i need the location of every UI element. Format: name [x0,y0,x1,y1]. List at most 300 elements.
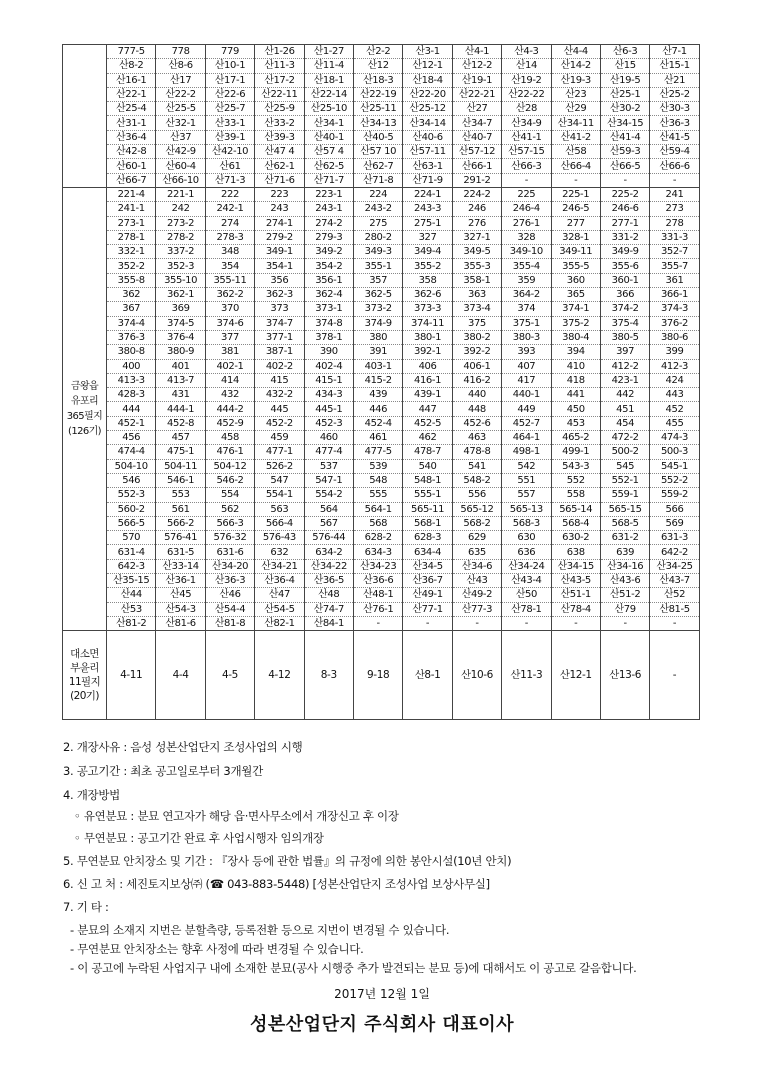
parcel-cell: 504-10 [107,459,156,473]
parcel-cell: 산19-2 [502,73,551,87]
parcel-cell: 352-3 [156,259,205,273]
parcel-cell: 산30-3 [650,102,699,116]
parcel-cell: 산3-1 [403,45,452,59]
parcel-cell: 242 [156,202,205,216]
parcel-cell: 274 [205,216,254,230]
parcel-cell: 산12 [353,59,402,73]
table-row [63,130,700,144]
parcel-cell: 452 [650,402,699,416]
parcel-cell: 548 [353,473,402,487]
parcel-cell: 474-3 [650,431,699,445]
parcel-cell: 403-1 [353,359,402,373]
table-row [63,459,700,473]
parcel-cell: 567 [304,516,353,530]
parcel-cell: 630 [502,531,551,545]
parcel-cell: 568-5 [600,516,649,530]
parcel-cell: 560-2 [107,502,156,516]
parcel-cell: 274-1 [255,216,304,230]
parcel-cell: 355-3 [452,259,501,273]
parcel-cell: 639 [600,545,649,559]
parcel-cell: 462 [403,431,452,445]
parcel-cell: 349-2 [304,245,353,259]
parcel-cell: 산36-3 [650,116,699,130]
parcel-cell: 452-2 [255,416,304,430]
parcel-cell: 459 [255,431,304,445]
parcel-cell: 산33-1 [205,116,254,130]
parcel-cell: 561 [156,502,205,516]
parcel-cell: 546-2 [205,473,254,487]
parcel-cell: 349-11 [551,245,600,259]
parcel-cell: 380-6 [650,330,699,344]
table-row [63,73,700,87]
parcel-cell: 375-1 [502,316,551,330]
parcel-cell: 628-3 [403,531,452,545]
parcel-cell: 634-4 [403,545,452,559]
parcel-cell: 산43-5 [551,573,600,587]
parcel-cell: 362-2 [205,288,254,302]
parcel-cell: 378-1 [304,330,353,344]
region-label-line: (126기) [68,426,101,438]
parcel-cell: 555-1 [403,488,452,502]
parcel-cell: 504-12 [205,459,254,473]
storage-line: 5. 무연분묘 안치장소 및 기간 : 『장사 등에 관한 법률』의 규정에 의한 봉안시설(10년 안치) [63,854,512,868]
parcel-cell: 392-1 [403,345,452,359]
parcel-cell: 359 [502,273,551,287]
parcel-cell: 산1-27 [304,45,353,59]
parcel-cell: 산12-1 [403,59,452,73]
parcel-cell: 산19-5 [600,73,649,87]
parcel-cell: 630-2 [551,531,600,545]
parcel-cell: 474-4 [107,445,156,459]
parcel-cell: 산15 [600,59,649,73]
parcel-cell: - [502,616,551,630]
parcel-cell: 556 [452,488,501,502]
parcel-cell: 568 [353,516,402,530]
parcel-cell: 349-5 [452,245,501,259]
table-row [63,502,700,516]
parcel-cell: 산66-1 [452,159,501,173]
parcel-cell: 산22-11 [255,87,304,101]
parcel-cell: 566-3 [205,516,254,530]
parcel-cell: 산63-1 [403,159,452,173]
table-row [63,87,700,101]
parcel-cell: 산42-9 [156,145,205,159]
parcel-cell: 452-5 [403,416,452,430]
parcel-cell: 349-1 [255,245,304,259]
parcel-cell: 380-2 [452,330,501,344]
parcel-cell: 357 [353,273,402,287]
parcel-cell: 374-3 [650,302,699,316]
parcel-cell: 539 [353,459,402,473]
parcel-cell: 443 [650,388,699,402]
table-row [63,616,700,630]
parcel-cell: 638 [551,545,600,559]
table-row [63,302,700,316]
parcel-cell: 산12-1 [551,631,600,720]
region-label-line: 유포리 [70,396,99,408]
parcel-cell: 224-1 [403,187,452,201]
parcel-cell: 551 [502,473,551,487]
parcel-cell: 산19-3 [551,73,600,87]
parcel-cell: 576-43 [255,531,304,545]
parcel-cell: 439 [353,388,402,402]
parcel-cell: 554-2 [304,488,353,502]
parcel-cell: 산25-2 [650,87,699,101]
parcel-cell: 산54-3 [156,602,205,616]
parcel-cell: 415-2 [353,373,402,387]
parcel-cell: 423-1 [600,373,649,387]
parcel-cell: 431 [156,388,205,402]
table-row [63,316,700,330]
parcel-cell: 산22-6 [205,87,254,101]
parcel-cell: 산49-1 [403,588,452,602]
parcel-cell: 산34-23 [353,559,402,573]
parcel-cell: 391 [353,345,402,359]
parcel-cell: 434-3 [304,388,353,402]
table-row [63,345,700,359]
parcel-cell: 413-7 [156,373,205,387]
parcel-cell: 370 [205,302,254,316]
parcel-cell: 374-11 [403,316,452,330]
parcel-cell: 355-11 [205,273,254,287]
parcel-cell: 4-11 [107,631,156,720]
parcel-cell: 산36-5 [304,573,353,587]
parcel-cell: 산18-4 [403,73,452,87]
parcel-cell: 402-1 [205,359,254,373]
table-row [63,516,700,530]
table-row [63,388,700,402]
parcel-cell: 산25-9 [255,102,304,116]
table-row [63,573,700,587]
parcel-cell: 432 [205,388,254,402]
parcel-cell: - [600,616,649,630]
parcel-cell: 452-3 [304,416,353,430]
parcel-cell: 355-8 [107,273,156,287]
parcel-cell: 504-11 [156,459,205,473]
parcel-cell: 498-1 [502,445,551,459]
parcel-cell: 564-1 [353,502,402,516]
parcel-cell: 246 [452,202,501,216]
parcel-cell: 412-3 [650,359,699,373]
table-row [63,288,700,302]
parcel-cell: 277-1 [600,216,649,230]
parcel-cell: 산8-1 [403,631,452,720]
parcel-cell: 산43-7 [650,573,699,587]
parcel-cell: 산12-2 [452,59,501,73]
table-row [63,373,700,387]
parcel-cell: 402-4 [304,359,353,373]
parcel-cell: 산62-7 [353,159,402,173]
parcel-cell: 526-2 [255,459,304,473]
parcel-cell: 4-4 [156,631,205,720]
parcel-cell: 364-2 [502,288,551,302]
parcel-cell: 552-3 [107,488,156,502]
parcel-cell: 산48-1 [353,588,402,602]
parcel-cell: 산19-1 [452,73,501,87]
parcel-cell: 348 [205,245,254,259]
parcel-cell: 374 [502,302,551,316]
parcel-cell: 산59-4 [650,145,699,159]
parcel-cell: 376-2 [650,316,699,330]
parcel-cell: 산41-4 [600,130,649,144]
parcel-cell: 산25-4 [107,102,156,116]
parcel-cell: 산8-6 [156,59,205,73]
parcel-cell: 360-1 [600,273,649,287]
parcel-cell: 552-2 [650,473,699,487]
parcel-cell: 377-1 [255,330,304,344]
parcel-cell: 464-1 [502,431,551,445]
table-row [63,531,700,545]
parcel-cell: 354 [205,259,254,273]
table-row [63,59,700,73]
parcel-cell: 416-1 [403,373,452,387]
parcel-cell: 산41-5 [650,130,699,144]
parcel-cell: 산78-4 [551,602,600,616]
parcel-cell: 산44 [107,588,156,602]
parcel-cell: 산36-6 [353,573,402,587]
parcel-cell: 산34-5 [403,559,452,573]
parcel-cell: 산37 [156,130,205,144]
parcel-cell: 243-1 [304,202,353,216]
parcel-cell: 337-2 [156,245,205,259]
parcel-cell: 543-3 [551,459,600,473]
parcel-cell: 327-1 [452,230,501,244]
parcel-cell: 278-2 [156,230,205,244]
region-label-line: 부윤리 [70,662,99,675]
parcel-cell: 629 [452,531,501,545]
parcel-cell: 산34-6 [452,559,501,573]
parcel-cell: 산11-3 [255,59,304,73]
parcel-cell: 산36-1 [156,573,205,587]
parcel-cell: 산34-15 [551,559,600,573]
table-row [63,187,700,201]
parcel-cell: 산10-6 [452,631,501,720]
parcel-cell: 349-9 [600,245,649,259]
parcel-cell: 358-1 [452,273,501,287]
parcel-cell: 산49-2 [452,588,501,602]
parcel-cell: 279-2 [255,230,304,244]
parcel-cell: 428-3 [107,388,156,402]
parcel-cell: 산60-4 [156,159,205,173]
parcel-cell: 362-3 [255,288,304,302]
table-row [63,559,700,573]
parcel-cell: - [551,616,600,630]
table-row [63,445,700,459]
parcel-cell: 445-1 [304,402,353,416]
parcel-cell: 산50 [502,588,551,602]
parcel-cell: 산77-3 [452,602,501,616]
parcel-cell: 414 [205,373,254,387]
parcel-cell: 산47 4 [255,145,304,159]
parcel-cell: 452-9 [205,416,254,430]
parcel-cell: 산62-5 [304,159,353,173]
parcel-cell: 355-5 [551,259,600,273]
parcel-cell: 478-7 [403,445,452,459]
parcel-cell: 354-1 [255,259,304,273]
parcel-cell: 273-1 [107,216,156,230]
parcel-cell: 331-3 [650,230,699,244]
parcel-cell: 산22-1 [107,87,156,101]
parcel-cell: 산2-2 [353,45,402,59]
region-label [63,187,107,630]
parcel-cell: 537 [304,459,353,473]
parcel-cell: 444-1 [156,402,205,416]
parcel-cell: 산57-11 [403,145,452,159]
parcel-cell: 499-1 [551,445,600,459]
parcel-cell: 642-3 [107,559,156,573]
parcel-cell: 산14 [502,59,551,73]
parcel-cell: 산36-7 [403,573,452,587]
parcel-cell: 369 [156,302,205,316]
parcel-cell: 산25-7 [205,102,254,116]
parcel-cell: 246-6 [600,202,649,216]
parcel-cell: 산66-3 [502,159,551,173]
parcel-cell: 458 [205,431,254,445]
parcel-cell: 441 [551,388,600,402]
parcel-cell: 477-5 [353,445,402,459]
parcel-cell: 산57-12 [452,145,501,159]
parcel-cell: 400 [107,359,156,373]
parcel-cell: 631-2 [600,531,649,545]
parcel-cell: 332-1 [107,245,156,259]
table-row [63,359,700,373]
parcel-cell: 산25-1 [600,87,649,101]
parcel-cell: 356 [255,273,304,287]
table-row [63,488,700,502]
parcel-cell: 327 [403,230,452,244]
parcel-cell: 363 [452,288,501,302]
parcel-cell: 381 [205,345,254,359]
parcel-cell: 산34-13 [353,116,402,130]
parcel-cell: 367 [107,302,156,316]
table-row [63,631,700,720]
parcel-cell: 380-1 [403,330,452,344]
parcel-cell: 380-5 [600,330,649,344]
parcel-cell: 산66-7 [107,173,156,187]
parcel-cell: - [650,616,699,630]
parcel-cell: 산43-4 [502,573,551,587]
parcel-cell: 산34-14 [403,116,452,130]
parcel-cell: 224-2 [452,187,501,201]
parcel-cell: 산27 [452,102,501,116]
parcel-cell: 477-4 [304,445,353,459]
parcel-cell: 산25-10 [304,102,353,116]
parcel-cell: 554-1 [255,488,304,502]
region-label-line: 365필지 [66,411,103,423]
parcel-cell: 276-1 [502,216,551,230]
parcel-cell: 산41-1 [502,130,551,144]
parcel-cell: 362-1 [156,288,205,302]
table-row [63,145,700,159]
parcel-cell: 산22-19 [353,87,402,101]
parcel-cell: 448 [452,402,501,416]
parcel-cell: 545-1 [650,459,699,473]
parcel-cell: 산51-1 [551,588,600,602]
parcel-cell: 280-2 [353,230,402,244]
parcel-cell: 산84-1 [304,616,353,630]
parcel-cell: 산17 [156,73,205,87]
parcel-cell: 374-2 [600,302,649,316]
parcel-cell: 산34-11 [551,116,600,130]
region-label-line: 대소면 [70,648,99,661]
parcel-cell: 산76-1 [353,602,402,616]
parcel-cell: 243-3 [403,202,452,216]
region-label [63,631,107,720]
parcel-cell: 331-2 [600,230,649,244]
parcel-cell: 566-5 [107,516,156,530]
parcel-cell: 417 [502,373,551,387]
parcel-cell: 552-1 [600,473,649,487]
parcel-cell: - [650,631,699,720]
parcel-cell: - [353,616,402,630]
table-row [63,116,700,130]
parcel-cell: 산42-10 [205,145,254,159]
note-line: - 분묘의 소재지 지번은 분할측량, 등록전환 등으로 지번이 변경될 수 있습니다. [70,923,450,937]
parcel-cell: 산66-5 [600,159,649,173]
method-owned-grave: ◦ 유연분묘 : 분묘 연고자가 해당 읍·면사무소에서 개장신고 후 이장 [74,809,399,823]
parcel-cell: 447 [403,402,452,416]
parcel-cell: 642-2 [650,545,699,559]
parcel-cell: 352-7 [650,245,699,259]
parcel-cell: 465-2 [551,431,600,445]
parcel-cell: 산59-3 [600,145,649,159]
parcel-cell: 273-2 [156,216,205,230]
parcel-cell: 410 [551,359,600,373]
parcel-cell: 461 [353,431,402,445]
parcel-cell: 산22-2 [156,87,205,101]
parcel-cell: 8-3 [304,631,353,720]
parcel-cell: 568-1 [403,516,452,530]
parcel-cell: 554 [205,488,254,502]
parcel-cell: 산22-22 [502,87,551,101]
parcel-cell: 산36-3 [205,573,254,587]
parcel-cell: 412-2 [600,359,649,373]
parcel-cell: 570 [107,531,156,545]
parcel-cell: 355-10 [156,273,205,287]
parcel-cell: 477-1 [255,445,304,459]
parcel-cell: 349-10 [502,245,551,259]
table-row [63,473,700,487]
parcel-cell: 산81-5 [650,602,699,616]
parcel-cell: 559-2 [650,488,699,502]
parcel-cell: 355-6 [600,259,649,273]
parcel-cell: 446 [353,402,402,416]
parcel-cell: 산71-9 [403,173,452,187]
parcel-cell: 243 [255,202,304,216]
parcel-cell: 557 [502,488,551,502]
parcel-cell: 413-3 [107,373,156,387]
parcel-cell: 569 [650,516,699,530]
etc-title: 7. 기 타 : [63,900,109,914]
parcel-cell: 565-11 [403,502,452,516]
parcel-cell: 779 [205,45,254,59]
parcel-cell: 634-2 [304,545,353,559]
parcel-cell: - [452,616,501,630]
parcel-cell: 349-3 [353,245,402,259]
parcel-cell: 9-18 [353,631,402,720]
parcel-cell: 291-2 [452,173,501,187]
parcel-cell: 628-2 [353,531,402,545]
parcel-cell: - [600,173,649,187]
parcel-cell: 455 [650,416,699,430]
parcel-cell: 553 [156,488,205,502]
parcel-cell: 산1-26 [255,45,304,59]
parcel-cell: 산58 [551,145,600,159]
parcel-cell: 224 [353,187,402,201]
parcel-cell: 358 [403,273,452,287]
parcel-cell: - [403,616,452,630]
table-row [63,588,700,602]
